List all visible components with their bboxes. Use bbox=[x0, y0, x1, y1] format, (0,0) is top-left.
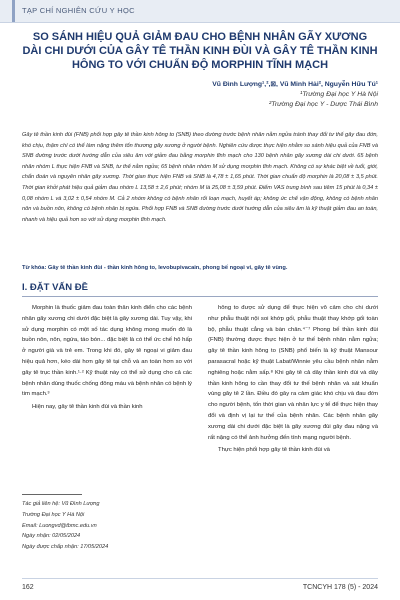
footer-divider bbox=[22, 578, 378, 579]
body-column-right bbox=[208, 303, 378, 458]
body-paragraph: Thực hiện phối hợp gây tê thần kinh đùi và bbox=[218, 447, 330, 454]
footnote-divider bbox=[22, 494, 82, 495]
body-paragraph: hông to được sử dụng để thực hiện vô cảm cho chi dưới như phẫu thuật nội soi khớp gối, phẫu thuật thay khớp gối toàn bộ, phẫu thuật cẳng và bàn chân.⁴⁻⁷ Phong bế thần kinh đùi (FNB) thường được thực hiện ở tư thế bệnh nhân nằm ngửa; gây tê thần kinh hông to (SNB) phổ biến là kỹ thuật Mansour parasacral hoặc kỹ thuật Labat/Winnie yêu cầu bệnh nhân nằm nghiêng hoặc nằm sấp.⁸ Khi gây tê cả dây thần kinh đùi và dây thần kinh hông to cần thay đổi tư thế bệnh nhân và sát khuẩn vùng gây tê 2 lần. Điều đó gây ra cảm giác khó chịu và đau đớn cho người bệnh, tốn thời gian và nhân lực y tế để thực hiện thay đổi và định vị lại tư thế của bệnh nhân. Các bệnh nhân gãy xương dài chi dưới đặc biệt là gãy xương đùi gây đau nặng và rất nặng có thể ảnh hưởng đến tính mạng người bệnh. bbox=[208, 305, 378, 441]
page-number: 162 bbox=[22, 584, 34, 591]
corresponding-author: Tác giả liên hệ: Vũ Đình Lượng bbox=[22, 501, 100, 507]
author-block bbox=[212, 80, 378, 110]
body-paragraph: Hiện nay, gây tê thần kinh đùi và thần kinh bbox=[32, 404, 143, 411]
abstract: Gây tê thần kinh đùi (FNB) phối hợp gây tê thần kinh hông to (SNB) theo đường trước bệnh nhân nằm ngửa tránh thay đổi tư thế gây đau đớn, khó chịu, thậm chí có thể làm nặng thêm tổn thương gãy xương ở người bệnh. Nghiên cứu được thực hiện nhằm so sánh hiệu quả của FNB và SNB đường trước dưới hướng dẫn của siêu âm với giảm đau bằng morphin tĩnh mạch cho 130 bệnh nhân gãy xương dài chi dưới. 65 bệnh nhân nhóm L thực hiện FNB và SNB, tư thế nằm ngửa; 65 bệnh nhân nhóm M sử dụng morphin tĩnh mạch. Không có sự khác biệt về tuổi, giới, chẩn đoán và nguyên nhân gãy xương. Thời gian thực hiện FNB và SNB là 4,78 ± 1,65 phút. Thời gian chuẩn độ morphin là 20,08 ± 3,5 phút. Thời gian khởi phát hiệu quả giảm đau nhóm L 13,58 ± 2,6 phút; nhóm M là 25,08 ± 3,59 phút. Điểm VAS trung bình sau tiêm 15 phút là 0,34 ± 0,08 nhóm L và 3,02 ± 0,54 nhóm M. Cả 2 nhóm không có bệnh nhân rối loạn mạch, huyết áp; không ức chế vận động, không có bệnh nhân nôn và buồn nôn, không có bệnh nhân bị ngứa. Phối hợp FNB và SNB đường trước dưới hướng dẫn của siêu âm là kỹ thuật giảm đau an toàn, nhanh và hiệu quả hơn so với sử dụng morphin tĩnh mạch. bbox=[22, 132, 378, 223]
keywords: Từ khóa: Gây tê thần kinh đùi - thần kinh hông to, levobupivacain, phong bế ngoại vi, gãy tê vùng. bbox=[22, 265, 288, 271]
body-paragraph: Morphin là thuốc giảm đau toàn thân kinh điển cho các bệnh nhân gãy xương chi dưới đặc biệt là gãy xương dài. Tuy vậy, khi sử dụng morphin có một số tác dụng không mong muốn đó là buồn nôn, nôn, ngứa, táo bón... đặc biệt là có thể ức chế hô hấp ở người già và trẻ em. Trong khi đó, gây tê ngoại vi giảm đau hiệu quả hơn, kéo dài hơn gây tê tại chỗ và an toàn hơn so với gây tê trục thần kinh.¹·² Kỹ thuật này có thể sử dụng cho cả các bệnh nhân dùng thuốc chống đông máu và bệnh nhân có bệnh lý tim mạch.³ bbox=[22, 305, 192, 398]
body-column-left bbox=[22, 303, 192, 415]
section-heading: I. ĐẶT VẤN ĐỀ bbox=[22, 282, 88, 293]
article-title: SO SÁNH HIỆU QUẢ GIẢM ĐAU CHO BỆNH NHÂN GÃY XƯƠNG DÀI CHI DƯỚI CỦA GÂY TÊ THẦN KINH ĐÙI VÀ GÂY TÊ THẦN KINH HÔNG TO VỚI CHUẨN ĐỘ MORPHIN TĨNH MẠCH bbox=[22, 31, 378, 71]
accepted-date: Ngày được chấp nhận: 17/05/2024 bbox=[22, 544, 109, 551]
affiliation-2: ²Trường Đại học Y - Dược Thái Bình bbox=[268, 101, 378, 108]
affiliation-1: ¹Trường Đại học Y Hà Nội bbox=[300, 91, 378, 98]
author-names: Vũ Đình Lượng¹,²,⊠, Vũ Minh Hải², Nguyễn Hữu Tú¹ bbox=[212, 81, 378, 88]
received-date: Ngày nhận: 02/05/2024 bbox=[22, 533, 81, 540]
section-divider bbox=[22, 296, 378, 297]
corresponding-email: Email: Luongvd@tbmc.edu.vn bbox=[22, 522, 97, 529]
journal-header-band bbox=[0, 0, 400, 23]
journal-name: TẠP CHÍ NGHIÊN CỨU Y HỌC bbox=[22, 6, 135, 15]
journal-issue: TCNCYH 178 (5) - 2024 bbox=[302, 584, 378, 591]
header-accent-bar bbox=[12, 0, 15, 22]
correspondence-block bbox=[22, 499, 192, 553]
corresponding-institution: Trường Đại học Y Hà Nội bbox=[22, 511, 85, 518]
